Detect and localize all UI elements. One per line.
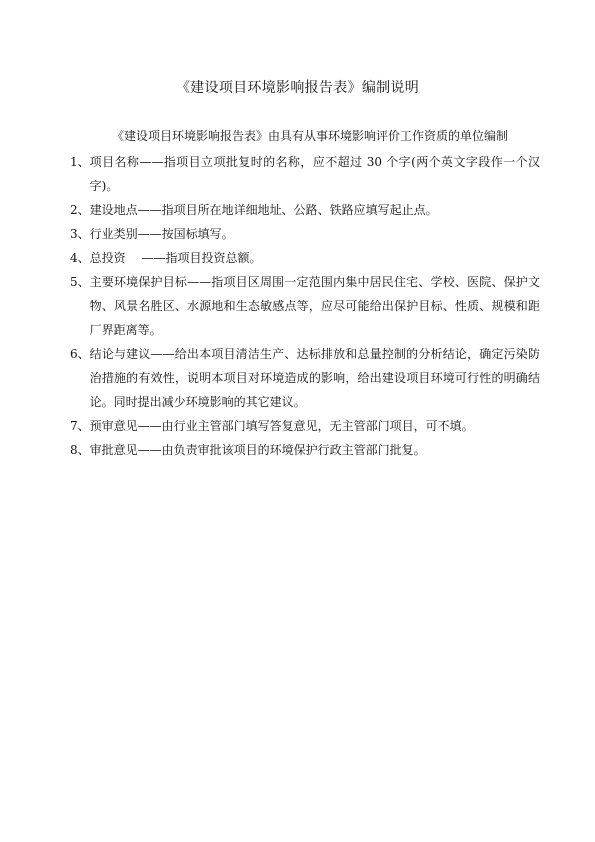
list-item xyxy=(70,222,540,246)
item-text: 总投资 ——指项目投资总额。 xyxy=(89,251,262,265)
item-number: 5、 xyxy=(70,275,90,289)
item-number: 7、 xyxy=(70,419,90,433)
list-item xyxy=(70,414,540,438)
item-number: 8、 xyxy=(70,443,90,457)
item-text: 审批意见——由负责审批该项目的环境保护行政主管部门批复。 xyxy=(89,443,426,457)
list-item xyxy=(70,438,540,462)
list-item xyxy=(70,150,540,198)
item-number: 4、 xyxy=(70,251,90,265)
intro-paragraph: 《建设项目环境影响报告表》由具有从事环境影响评价工作资质的单位编制 xyxy=(112,129,509,143)
item-number: 6、 xyxy=(70,347,90,361)
document-title: 《建设项目环境影响报告表》编制说明 xyxy=(175,80,420,96)
item-text: 预审意见——由行业主管部门填写答复意见，无主管部门项目，可不填。 xyxy=(89,419,474,433)
list-item xyxy=(70,246,540,270)
item-text: 建设地点——指项目所在地详细地址、公路、铁路应填写起止点。 xyxy=(89,203,438,217)
instructions-list xyxy=(70,150,540,462)
item-text: 项目名称——指项目立项批复时的名称，应不超过 30 个字(两个英文字段作一个汉字)。 xyxy=(89,155,540,193)
list-item xyxy=(70,270,540,342)
item-text: 结论与建议——给出本项目清洁生产、达标排放和总量控制的分析结论，确定污染防治措施的有效性，说明本项目对环境造成的影响，给出建设项目环境可行性的明确结论。同时提出减少环境影响的其它建议。 xyxy=(89,347,540,409)
list-item xyxy=(70,342,540,414)
item-text: 主要环境保护目标——指项目区周围一定范围内集中居民住宅、学校、医院、保护文物、风景名胜区、水源地和生态敏感点等，应尽可能给出保护目标、性质、规模和距厂界距离等。 xyxy=(89,275,540,337)
item-number: 2、 xyxy=(70,203,90,217)
item-text: 行业类别——按国标填写。 xyxy=(89,227,234,241)
item-number: 1、 xyxy=(70,155,90,169)
item-number: 3、 xyxy=(70,227,90,241)
list-item xyxy=(70,198,540,222)
